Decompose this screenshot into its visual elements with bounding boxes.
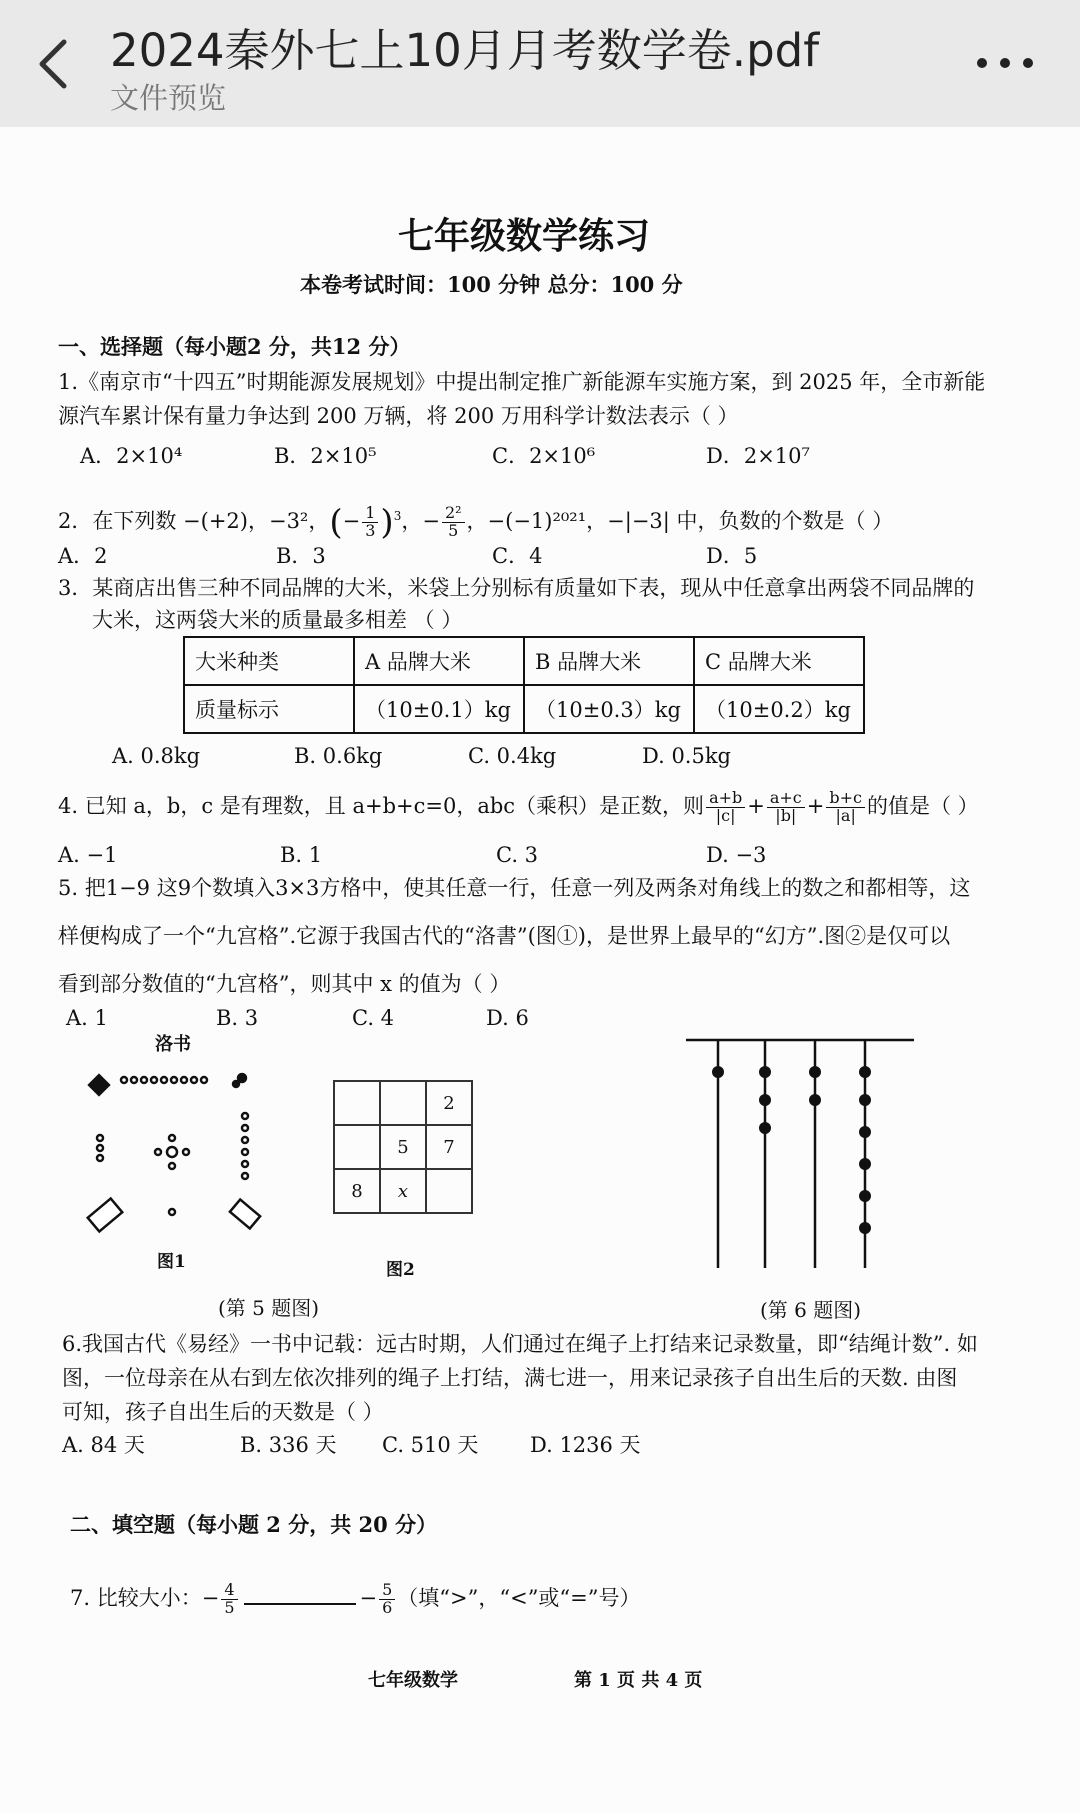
table-row <box>334 1169 472 1213</box>
q2-option-d: D．5 <box>706 544 758 568</box>
q1-line1: 1.《南京市“十四五”时期能源发展规划》中提出制定推广新能源车实施方案，到 2025 年，全市新能 <box>58 370 986 394</box>
q7-stem-post: （填“>”，“<”或“=”号） <box>397 1586 641 1610</box>
app-header <box>0 0 1080 127</box>
q6-option-a: A. 84 天 <box>62 1433 145 1457</box>
q5-line1: 5. 把1−9 这9个数填入3×3方格中，使其任意一行，任意一列及两条对角线上的数之和都相等，这 <box>58 876 971 900</box>
q4-stem-pre: 4. 已知 a，b，c 是有理数，且 a+b+c=0，abc（乘积）是正数，则 <box>58 794 705 818</box>
q2-option-a: A．2 <box>58 544 108 568</box>
q5-line3: 看到部分数值的“九宫格”，则其中 x 的值为（ ） <box>58 972 511 996</box>
table-cell: （10±0.1）kg <box>354 685 524 733</box>
grid-cell: 7 <box>426 1125 472 1169</box>
q3-option-c: C. 0.4kg <box>468 744 557 768</box>
rice-table <box>183 636 865 734</box>
q2-option-b: B．3 <box>276 544 326 568</box>
q6-option-d: D. 1236 天 <box>530 1433 641 1457</box>
q1-line2: 源汽车累计保有量力争达到 200 万辆，将 200 万用科学计数法表示（ ） <box>58 404 739 428</box>
grid-cell <box>334 1125 380 1169</box>
answer-blank[interactable] <box>244 1603 356 1605</box>
q2-stem-pre: 2．在下列数 −(+2)，−3²， <box>58 509 330 533</box>
q4-stem-post: 的值是（ ） <box>866 794 979 818</box>
section-1-heading: 一、选择题（每小题2 分，共12 分） <box>58 334 411 359</box>
table-cell: 质量标示 <box>184 685 354 733</box>
q6-option-b: B. 336 天 <box>240 1433 337 1457</box>
q2-option-c: C．4 <box>492 544 543 568</box>
fig1-label: 图1 <box>157 1252 186 1272</box>
q5-option-b: B. 3 <box>216 1006 259 1030</box>
q1-option-d: D．2×10⁷ <box>706 444 810 468</box>
table-cell: 大米种类 <box>184 637 354 685</box>
table-cell: A 品牌大米 <box>354 637 524 685</box>
magic-square-grid <box>333 1080 473 1214</box>
table-row <box>184 637 864 685</box>
footer-subject: 七年级数学 <box>368 1670 458 1691</box>
footer-page-number: 第 1 页 共 4 页 <box>574 1670 703 1691</box>
q3-option-d: D. 0.5kg <box>642 744 732 768</box>
q4-frac-3: $\frac{b+c}{|a|}$ <box>826 790 865 825</box>
page-title: 七年级数学练习 <box>398 215 651 257</box>
table-row <box>334 1125 472 1169</box>
q5-option-a: A. 1 <box>66 1006 108 1030</box>
fig2-label: 图2 <box>386 1260 415 1280</box>
grid-cell: 2 <box>426 1081 472 1125</box>
luoshu-title: 洛书 <box>155 1034 191 1055</box>
table-row <box>334 1081 472 1125</box>
q3-line2: 大米，这两袋大米的质量最多相差 （ ） <box>92 608 463 632</box>
q5-option-d: D. 6 <box>486 1006 529 1030</box>
table-cell: （10±0.2）kg <box>694 685 864 733</box>
q1-option-a: A．2×10⁴ <box>80 444 183 468</box>
knotted-ropes-figure <box>680 1034 920 1274</box>
q4-stem: 4. 已知 a，b，c 是有理数，且 a+b+c=0，abc（乘积）是正数，则 $\frac{a+b}{|c|}$ + $\frac{a+c}{|b|}$ + $\frac{b+c}{|a|}$ 的值是（ ） <box>58 788 979 825</box>
file-subtitle: 文件预览 <box>110 81 227 115</box>
grid-cell <box>426 1169 472 1213</box>
q7-stem-mid: − <box>359 1586 378 1610</box>
q6-caption: (第 6 题图) <box>760 1298 862 1322</box>
section-2-heading: 二、填空题（每小题 2 分，共 20 分） <box>70 1512 438 1537</box>
q1-option-b: B．2×10⁵ <box>274 444 377 468</box>
q4-option-d: D. −3 <box>706 843 767 867</box>
table-row <box>184 685 864 733</box>
luoshu-figure <box>80 1058 270 1258</box>
grid-cell: x <box>380 1169 426 1213</box>
q7-frac-1: $\frac{4}{5}$ <box>221 1582 237 1617</box>
q4-option-a: A. −1 <box>58 843 118 867</box>
table-cell: B 品牌大米 <box>524 637 694 685</box>
q4-frac-2: $\frac{a+c}{|b|}$ <box>767 790 805 825</box>
q5-caption: (第 5 题图) <box>218 1296 320 1320</box>
exam-meta: 本卷考试时间：100 分钟 总分：100 分 <box>300 272 683 297</box>
q7-stem <box>70 1568 641 1628</box>
q7-frac-2: $\frac{5}{6}$ <box>379 1582 395 1617</box>
q2-frac-2: $\frac{\text{2²}}{5}$ <box>442 505 465 540</box>
table-cell: C 品牌大米 <box>694 637 864 685</box>
q7-stem-pre: 7. 比较大小：− <box>70 1586 220 1610</box>
q5-option-c: C. 4 <box>352 1006 395 1030</box>
q2-frac-1: $\frac{1}{3}$ <box>362 505 378 540</box>
grid-cell <box>334 1081 380 1125</box>
q2-stem-post: ，−(−1)²⁰²¹，−|−3| 中，负数的个数是（ ） <box>466 509 894 533</box>
file-title: 2024秦外七上10月月考数学卷.pdf <box>110 24 820 77</box>
grid-cell: 5 <box>380 1125 426 1169</box>
chevron-left-icon[interactable] <box>30 34 78 94</box>
q6-line2: 图，一位母亲在从右到左依次排列的绳子上打结，满七进一，用来记录孩子自出生后的天数. 由图 <box>62 1366 958 1390</box>
q4-option-b: B. 1 <box>280 843 323 867</box>
q6-line1: 6.我国古代《易经》一书中记载：远古时期，人们通过在绳子上打结来记录数量，即“结绳计数”. 如 <box>62 1332 978 1356</box>
table-cell: （10±0.3）kg <box>524 685 694 733</box>
q2-stem: 2．在下列数 −(+2)，−3²，(− $\frac{1}{3}$ )$^3$，− $\frac{\text{2²}}{5}$ ，−(−1)²⁰²¹，−|−3| 中，负数的个数是（ ） <box>58 502 894 543</box>
q4-option-c: C. 3 <box>496 843 539 867</box>
q3-option-b: B. 0.6kg <box>294 744 383 768</box>
q5-line2: 样便构成了一个“九宫格”.它源于我国古代的“洛書”(图①)，是世界上最早的“幻方”.图②是仅可以 <box>58 924 951 948</box>
q3-option-a: A. 0.8kg <box>112 744 201 768</box>
q6-option-c: C. 510 天 <box>382 1433 479 1457</box>
q4-frac-1: $\frac{a+b}{|c|}$ <box>706 790 745 825</box>
grid-cell <box>380 1081 426 1125</box>
grid-cell: 8 <box>334 1169 380 1213</box>
q3-line1: 3．某商店出售三种不同品牌的大米，米袋上分别标有质量如下表，现从中任意拿出两袋不同品牌的 <box>58 576 975 600</box>
q6-line3: 可知，孩子自出生后的天数是（ ） <box>62 1400 384 1424</box>
q1-option-c: C．2×10⁶ <box>492 444 596 468</box>
more-horizontal-icon[interactable] <box>972 48 1038 78</box>
